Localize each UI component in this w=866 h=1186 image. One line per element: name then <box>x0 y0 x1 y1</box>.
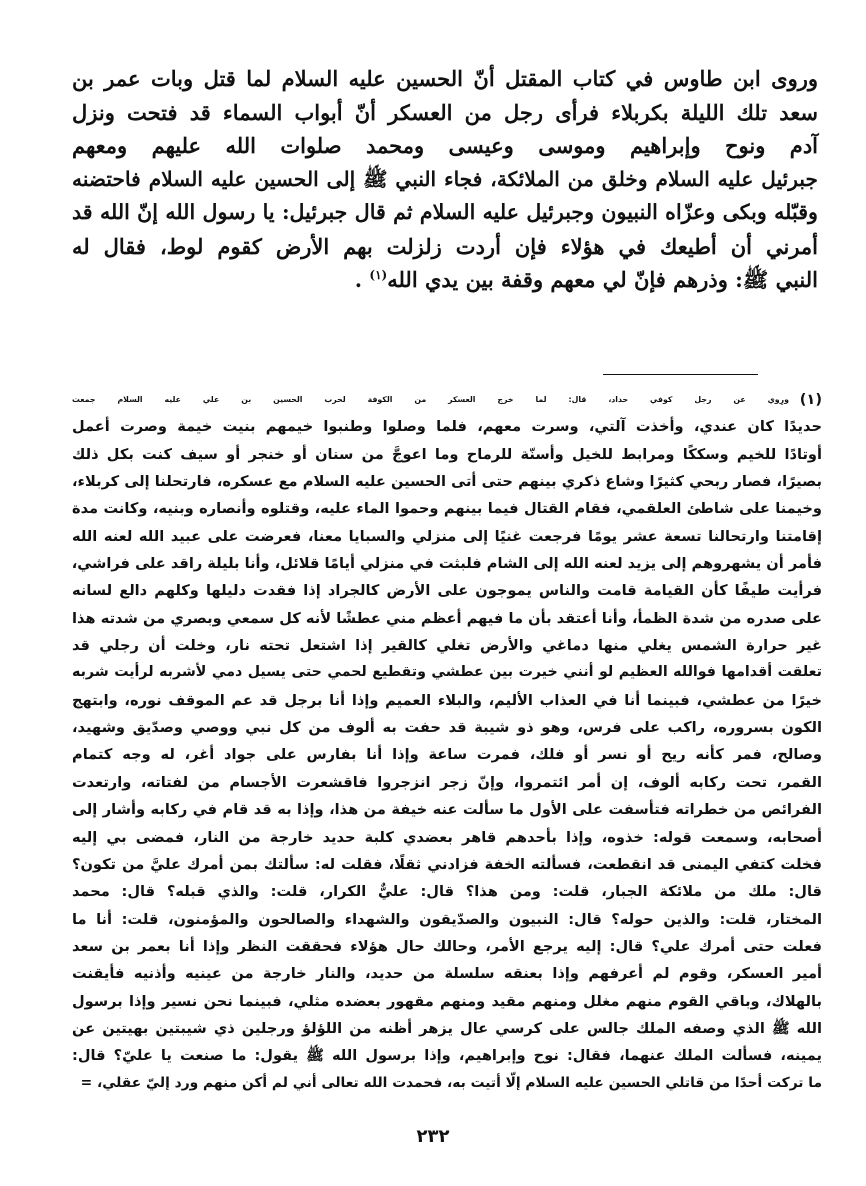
footnote-line: إقامتنا وارتحالنا تسعة عشر يومًا فرجعت غنيًا إلى منزلي والسبايا معنا، فعرضت على عبيد الله لعنه الله <box>72 527 822 545</box>
footnote-line: يمينه، فسألت الملك عنهما، فقال: نوح وإبراهيم، وإذا برسول الله ﷺ يقول: ما صنعت يا عليّ؟ قال: <box>72 1047 822 1065</box>
footnote-line: المختار، قلت: والذين حوله؟ قال: النبيون والصدّيقون والشهداء والصالحون والمؤمنون، قلت: أنا ما <box>72 910 822 928</box>
footnote-line: غير حرارة الشمس يغلي منها دماغي والأرض تغلي كالقير إذا اشتعل تحته نار، وخلت أن رجلي قد <box>72 637 822 655</box>
footnote-number: (١) <box>799 391 822 408</box>
footnote-separator <box>603 374 758 375</box>
footnote-line: الله ﷺ الذي وصفه الملك جالس على كرسي عال يزهر أظنه من اللؤلؤ ورجلين ذي شيبتين بهيتين عن <box>72 1019 822 1037</box>
footnote-line: قال: ملك من ملائكة الجبار، قلت: ومن هذا؟ قال: عليٌّ الكرار، قلت: والذي قبله؟ قال: محمد <box>72 883 822 901</box>
footnote-line: فعلت حتى أمرك علي؟ قال: إليه يرجع الأمر، وحالك حال هؤلاء فحققت النظر وإذا أنا بعمر بن سعد <box>72 937 822 955</box>
footnote-line: الكون بسروره، راكب على فرس، وهو ذو شيبة قد حفت به ألوف من كل نبي ووصي وصدّيق وشهيد، <box>72 719 822 737</box>
footnote-line: فرأيت طيفًا كأن القيامة قامت والناس يموجون على الأرض كالجراد إذا فقدت دليلها وكلهم دالع لسانه <box>72 582 822 600</box>
footnote-line: على صدره من شدة الظمأ، وأنا أعتقد بأن ما فيهم أعظم مني عطشًا لأنه كل سمعي وبصري من شدته هذا <box>72 609 822 627</box>
main-line: وروى ابن طاوس في كتاب المقتل أنّ الحسين عليه السلام لما قتل وبات عمر بن <box>72 66 818 91</box>
footnote-line-last: ما تركت أحدًا من قاتلي الحسين عليه السلام إلّا أتيت به، فحمدت الله تعالى أني لم أكن منهم ورد إليّ عقلي، = <box>80 1074 822 1091</box>
footnote-line: وصالح، فمر كأنه ريح أو نسر أو فلك، فمرت ساعة وإذا أنا بفارس على جواد أغر، له وجه كتمام <box>72 746 822 764</box>
end-punctuation: . <box>354 267 363 292</box>
footnote-line: بصيرًا، فصار ربحي كثيرًا وشاع ذكري بينهم حتى أتى الحسين عليه السلام مع عسكره، فارتحلنا إلى كربلاء، <box>72 473 822 491</box>
main-line: أمرني أن أطيعك في هؤلاء فإن أردت زلزلت بهم الأرض كقوم لوط، فقال له <box>72 233 818 259</box>
footnote-line: القمر، تحت ركابه ألوف، إن أمر ائتمروا، وإنّ زجر انزجروا فاقشعرت الأجسام من لفتاته، وارتعدت <box>72 773 822 791</box>
footnote-line: فخلت كتفي اليمنى قد انقطعت، فسألته الخفة فزادني ثقلًا، فقلت له: سألتك بمن أمرك عليَّ من تكون؟ <box>72 855 822 873</box>
footnote-line: أوتادًا للخيم وسككًا ومرابط للخيل وأسنّة للرماح وما اعوجَّ من سنان أو خنجر أو سيف كنت بكل ذلك <box>72 445 822 463</box>
main-paragraph <box>72 62 818 297</box>
footnote-line: بالهلاك، وباقي القوم منهم مغلل ومنهم مقيد ومنهم مقهور بعضده مثلي، فبينما نحن نسير وإذا برسول <box>72 992 822 1010</box>
footnote-line: تعلقت أقدامها فوالله العظيم لو أنني خيرت بين عطشي وتقطيع لحمي حتى يسيل دمي لأشربه لرأيت شربه <box>72 664 822 681</box>
footnote-block <box>72 386 822 1097</box>
main-line: وقبّله وبكى وعزّاه النبيون وجبرئيل عليه السلام ثم قال جبرئيل: يا رسول الله إنّ الله قد <box>72 200 818 224</box>
main-line-text: النبي ﷺ: وذرهم فإنّ لي معهم وقفة بين يدي الله <box>387 267 818 292</box>
footnote-line: خيرًا من عطشي، فبينما أنا في العذاب الأليم، والبلاء العميم وإذا أنا برجل قد عم الموقف نوره، وابتهج <box>72 691 822 709</box>
footnote-line: أمير العسكر، وقوم لم أعرفهم وإذا بعنقه سلسلة من حديد، والنار خارجة من عينيه وأذنيه فأيقنت <box>72 965 822 983</box>
footnote-line: وخيمنا على شاطئ العلقمي، فقام القتال فيما بينهم وحموا الماء عليه، وقتلوه وأنصاره وبنيه، وكانت مدة <box>72 500 822 518</box>
footnote-line: أصحابه، وسمعت قوله: خذوه، وإذا بأحدهم قاهر بعضدي كلبة حديد خارجة من النار، فمضى بي إليه <box>72 828 822 846</box>
main-line: آدم ونوح وإبراهيم وموسى وعيسى ومحمد صلوات الله عليهم ومعهم <box>72 133 818 158</box>
footnote-line: فأمر أن يشهروهم إلى يزيد لعنه الله إلى الشام فلبثت في منزلي أيامًا قلائل، وأنا بليلة راقد على فراشي، <box>72 555 822 573</box>
main-line: سعد تلك الليلة بكربلاء فرأى رجل من العسكر أنّ أبواب السماء قد فتحت ونزل <box>72 99 818 125</box>
footnote-line: حديدًا كان عندي، وأخذت آلتي، وسرت معهم، فلما وصلوا وطنبوا خيمهم بنيت خيمة وصرت أعمل <box>72 418 822 436</box>
footnote-line: الفرائص من خطراته فتأسفت على الأول ما سألت عنه خيفة من هذا، وإذا به قد قام في ركابه وأشار إلى <box>72 801 822 819</box>
footnote-reference[interactable]: (١) <box>369 268 388 282</box>
footnote-line: ورِوي عن رجل كوفي حداد، قال: لما خرج العسكر من الكوفة لحرب الحسين بن علي عليه السلام جمعت <box>72 395 789 404</box>
main-line-last <box>72 263 818 297</box>
page-number: ٢٣٢ <box>416 1126 450 1147</box>
main-line: جبرئيل عليه السلام وخلق من الملائكة، فجاء النبي ﷺ إلى الحسين عليه السلام فاحتضنه <box>72 166 818 191</box>
